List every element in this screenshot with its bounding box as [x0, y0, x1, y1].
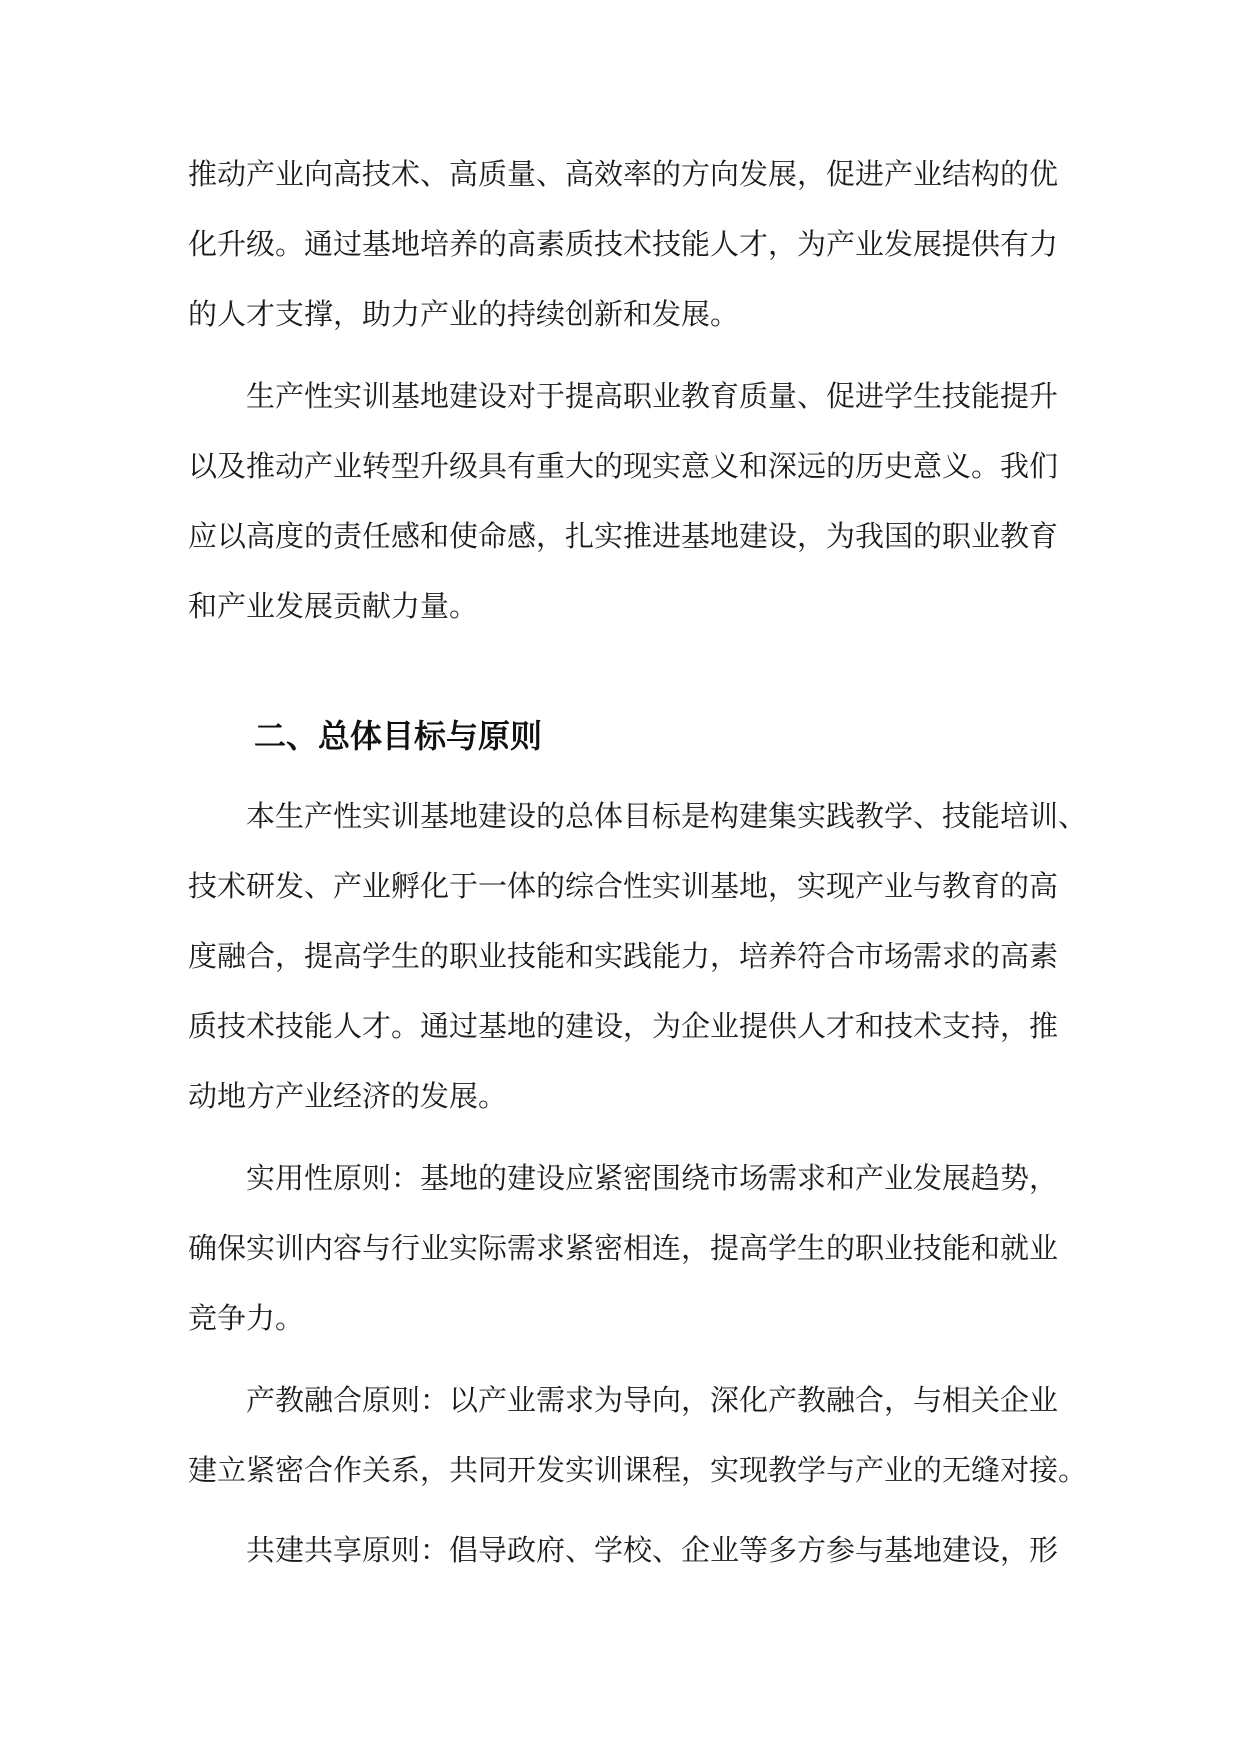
- paragraph-2-line-2: 以及推动产业转型升级具有重大的现实意义和深远的历史意义。我们: [188, 449, 1059, 483]
- section-paragraph-3-line-2: 建立紧密合作关系，共同开发实训课程，实现教学与产业的无缝对接。: [188, 1453, 1088, 1487]
- paragraph-1-line-1: 推动产业向高技术、高质量、高效率的方向发展，促进产业结构的优: [188, 157, 1059, 191]
- section-paragraph-2-line-1: 实用性原则：基地的建设应紧密围绕市场需求和产业发展趋势，: [246, 1161, 1059, 1195]
- section-paragraph-2-line-2: 确保实训内容与行业实际需求紧密相连，提高学生的职业技能和就业: [188, 1231, 1059, 1265]
- section-paragraph-3-line-1: 产教融合原则：以产业需求为导向，深化产教融合，与相关企业: [246, 1383, 1059, 1417]
- paragraph-2-line-4: 和产业发展贡献力量。: [188, 589, 479, 623]
- section-paragraph-1-line-5: 动地方产业经济的发展。: [188, 1079, 508, 1113]
- paragraph-2-line-3: 应以高度的责任感和使命感，扎实推进基地建设，为我国的职业教育: [188, 519, 1059, 553]
- section-paragraph-2-line-3: 竞争力。: [188, 1301, 305, 1335]
- section-heading: 二、总体目标与原则: [254, 717, 543, 755]
- section-paragraph-1-line-4: 质技术技能人才。通过基地的建设，为企业提供人才和技术支持，推: [188, 1009, 1059, 1043]
- paragraph-2-line-1: 生产性实训基地建设对于提高职业教育质量、促进学生技能提升: [246, 379, 1059, 413]
- section-paragraph-4-line-1: 共建共享原则：倡导政府、学校、企业等多方参与基地建设，形: [246, 1533, 1059, 1567]
- paragraph-1-line-2: 化升级。通过基地培养的高素质技术技能人才，为产业发展提供有力: [188, 227, 1059, 261]
- section-paragraph-1-line-3: 度融合，提高学生的职业技能和实践能力，培养符合市场需求的高素: [188, 939, 1059, 973]
- paragraph-1-line-3: 的人才支撑，助力产业的持续创新和发展。: [188, 297, 740, 331]
- section-paragraph-1-line-1: 本生产性实训基地建设的总体目标是构建集实践教学、技能培训、: [246, 799, 1088, 833]
- section-paragraph-1-line-2: 技术研发、产业孵化于一体的综合性实训基地，实现产业与教育的高: [188, 869, 1059, 903]
